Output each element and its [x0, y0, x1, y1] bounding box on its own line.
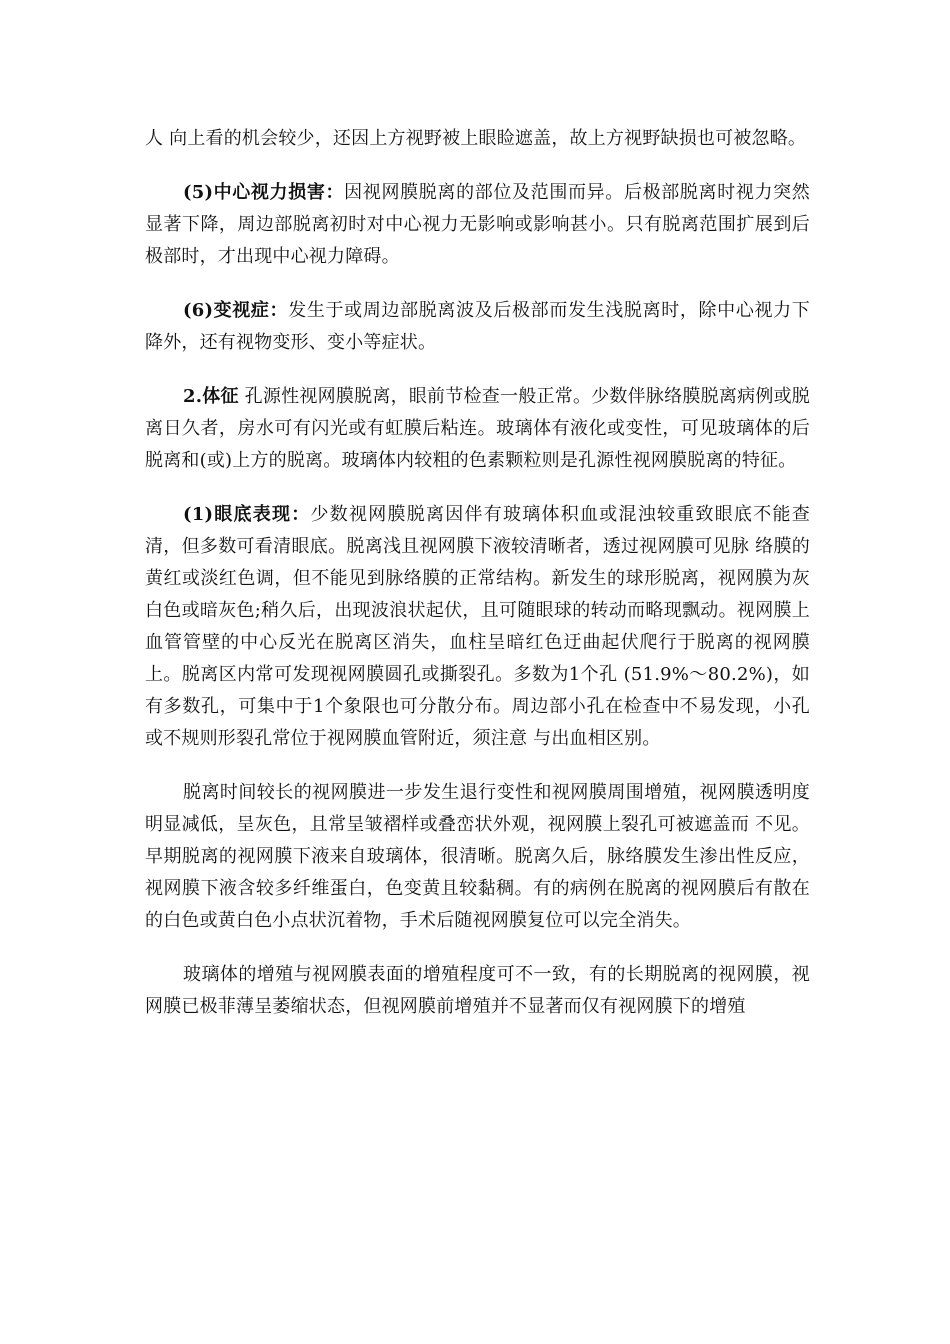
paragraph-text: 玻璃体的增殖与视网膜表面的增殖程度可不一致，有的长期脱离的视网膜，视网膜已极菲薄呈萎缩状态，但视网膜前增殖并不显著而仅有视网膜下的增殖: [145, 964, 810, 1017]
paragraph-text: 因视网膜脱离的部位及范围而异。后极部脱离时视力突然显著下降，周边部脱离初时对中心视力无影响或影响甚小。只有脱离范围扩展到后极部时，才出现中心视力障碍。: [145, 182, 810, 267]
paragraph-long-standing-detachment: [145, 777, 810, 937]
paragraph-signs: [145, 381, 810, 477]
paragraph-central-vision-loss: [145, 177, 810, 273]
paragraph-lead: (6)变视症：: [183, 300, 289, 321]
paragraph-text: 孔源性视网膜脱离，眼前节检查一般正常。少数伴脉络膜脱离病例或脱离日久者，房水可有闪光或有虹膜后粘连。玻璃体有液化或变性，可见玻璃体的后脱离和(或)上方的脱离。玻璃体内较粗的色素颗粒则是孔源性视网膜脱离的特征。: [145, 386, 811, 471]
paragraph-visual-field-continuation: [145, 123, 810, 155]
document-body: [145, 123, 810, 1045]
paragraph-text: 脱离时间较长的视网膜进一步发生退行变性和视网膜周围增殖，视网膜透明度明显减低，呈灰色，且常呈皱褶样或叠峦状外观，视网膜上裂孔可被遮盖而 不见。早期脱离的视网膜下液来自玻璃体，很清晰。脱离久后，脉络膜发生渗出性反应，视网膜下液含较多纤维蛋白，色变黄且较黏稠。有的病例在脱离的视网膜后有散在的白色或黄白色小点状沉着物，手术后随视网膜复位可以完全消失。: [145, 782, 810, 931]
paragraph-fundus-findings: [145, 499, 810, 755]
paragraph-metamorphopsia: [145, 295, 810, 359]
paragraph-lead: (5)中心视力损害：: [183, 182, 345, 203]
paragraph-vitreous-proliferation: [145, 959, 810, 1023]
paragraph-text: 人 向上看的机会较少，还因上方视野被上眼睑遮盖，故上方视野缺损也可被忽略。: [145, 128, 807, 149]
paragraph-lead: 2.体征: [183, 386, 239, 407]
paragraph-text: 发生于或周边部脱离波及后极部而发生浅脱离时，除中心视力下降外，还有视物变形、变小等症状。: [145, 300, 810, 353]
paragraph-text: 少数视网膜脱离因伴有玻璃体积血或混浊较重致眼底不能查清，但多数可看清眼底。脱离浅且视网膜下液较清晰者，透过视网膜可见脉 络膜的黄红或淡红色调，但不能见到脉络膜的正常结构。新发生的球形脱离，视网膜为灰白色或暗灰色;稍久后，出现波浪状起伏，且可随眼球的转动而略现飘动。视网膜上血管管壁的中心反光在脱离区消失，血柱呈暗红色迂曲起伏爬行于脱离的视网膜上。脱离区内常可发现视网膜圆孔或撕裂孔。多数为1个孔 (51.9%～80.2%)，如有多数孔，可集中于1个象限也可分散分布。周边部小孔在检查中不易发现，小孔或不规则形裂孔常位于视网膜血管附近，须注意 与出血相区别。: [145, 504, 810, 749]
paragraph-lead: (1)眼底表现：: [183, 504, 311, 525]
